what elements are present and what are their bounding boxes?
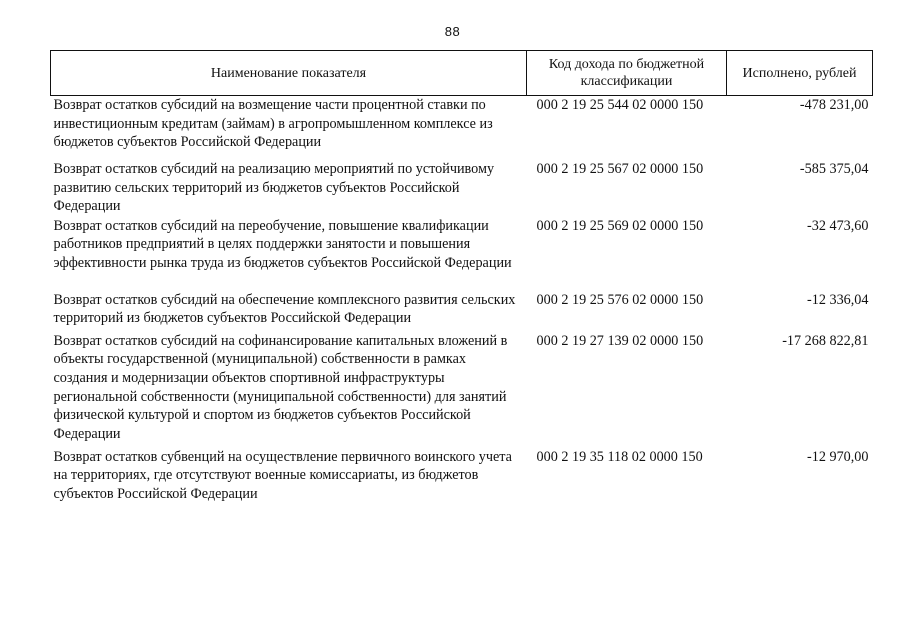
column-header-executed-amount: Исполнено, рублей [727,51,873,96]
executed-amount-cell: -478 231,00 [799,97,869,113]
income-code-cell: 000 2 19 25 544 02 0000 150 [536,97,704,113]
indicator-name-cell: Возврат остатков субсидий на переобучение, повышение квалификации работников предприятий в целях поддержки занятости и повышения эффективности рынка труда из бюджетов субъектов Российской Федерации [53,217,512,271]
table-row [51,329,873,447]
page-number: 88 [444,24,461,39]
column-header-income-code: Код дохода по бюджетной классификации [527,51,727,96]
executed-amount-cell: -32 473,60 [807,217,869,234]
indicator-name-cell: Возврат остатков субсидий на возмещение части процентной ставки по инвестиционным кредитам (займам) в агропромышленном комплексе из бюджетов субъектов Российской Федерации [53,97,493,151]
executed-amount-cell: -12 970,00 [807,448,869,465]
table-row [51,447,873,508]
executed-amount-cell: -585 375,04 [799,161,869,177]
table-row [51,96,873,155]
table-header [51,51,873,96]
income-code-cell: 000 2 19 35 118 02 0000 150 [536,448,703,465]
indicator-name-cell: Возврат остатков субсидий на реализацию мероприятий по устойчивому развитию сельских территорий из бюджетов субъектов Российской Федерации [53,161,495,215]
indicator-name-cell: Возврат остатков субвенций на осуществление первичного воинского учета на территориях, где отсутствуют военные комиссариаты, из бюджетов субъектов Российской Федерации [53,448,512,502]
indicator-name-cell: Возврат остатков субсидий на софинансирование капитальных вложений в объекты государственной (муниципальной) собственности в рамках создания и модернизации объектов спортивной инфраструктуры региональной собственности (муниципальной собственности) для занятий физической культурой и спортом из бюджетов субъектов Российской Федерации [53,332,508,442]
income-code-cell: 000 2 19 25 576 02 0000 150 [536,291,704,308]
table-row [51,154,873,216]
indicator-name-cell: Возврат остатков субсидий на обеспечение комплексного развития сельских территорий из бюджетов субъектов Российской Федерации [53,291,516,327]
table-body [51,96,873,508]
table-row [51,290,873,329]
income-code-cell: 000 2 19 25 567 02 0000 150 [536,161,704,177]
income-code-cell: 000 2 19 27 139 02 0000 150 [536,332,704,349]
header-row [51,51,873,96]
column-header-indicator-name: Наименование показателя [51,51,527,96]
income-code-cell: 000 2 19 25 569 02 0000 150 [536,217,704,234]
table-row [51,216,873,290]
executed-amount-cell: -17 268 822,81 [782,332,869,349]
executed-amount-cell: -12 336,04 [807,291,869,308]
budget-report-table [50,50,873,508]
